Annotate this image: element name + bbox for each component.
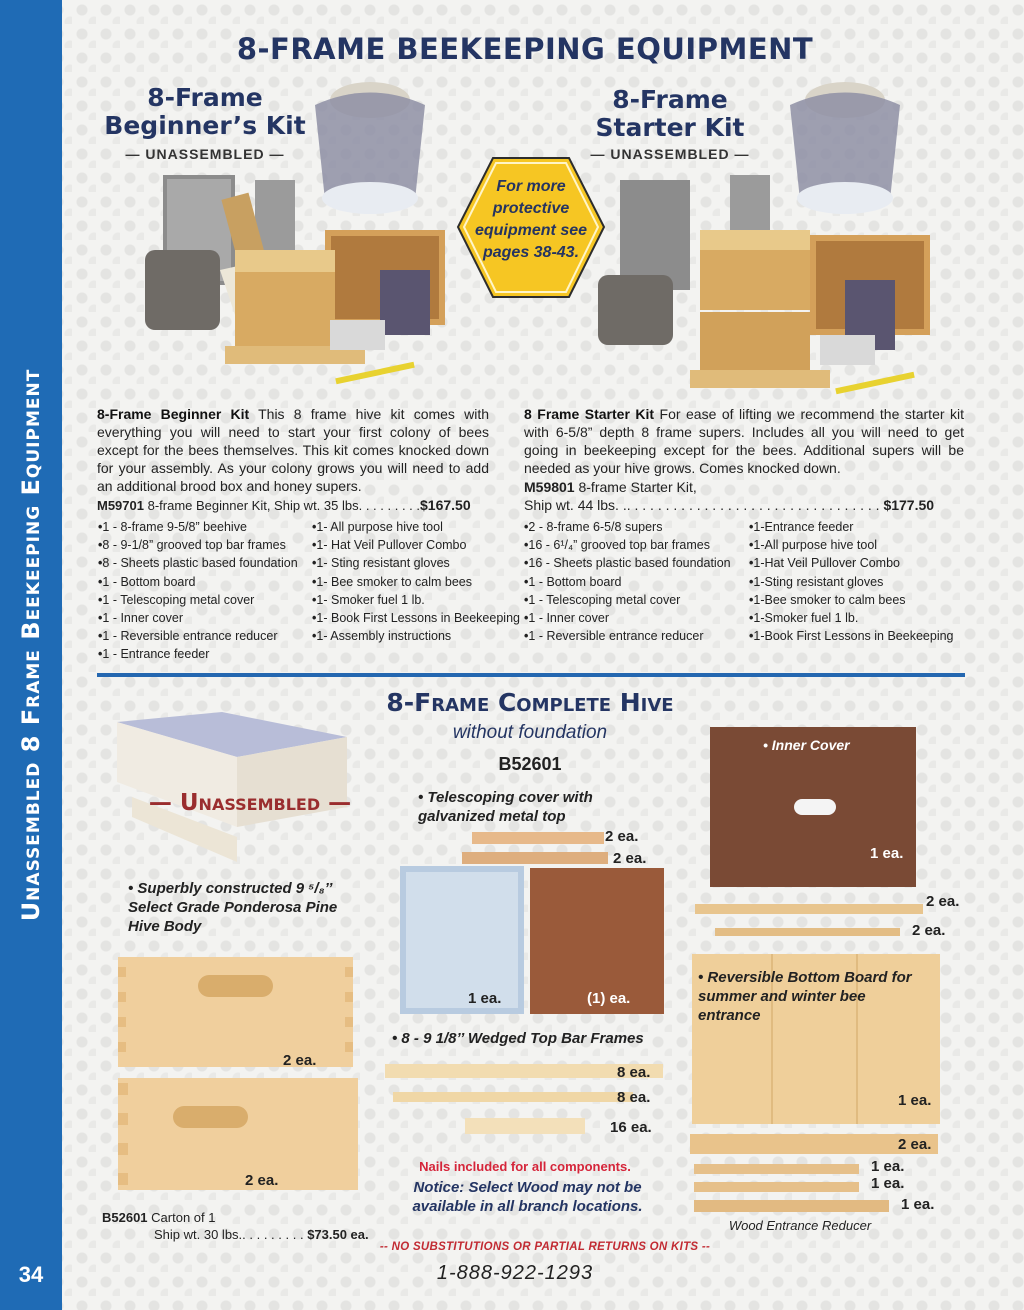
list-item: • 1 - Entrance feeder bbox=[98, 645, 298, 663]
page-title: 8-FRAME BEEKEEPING EQUIPMENT bbox=[236, 32, 814, 66]
starter-kit-title-line1: 8-Frame bbox=[612, 85, 728, 114]
starter-kit-sku-line bbox=[524, 479, 697, 495]
starter-kit-items-col1 bbox=[524, 518, 731, 645]
bottom-board-callout: • Reversible Bottom Board for summer and winter bee entrance bbox=[698, 969, 912, 1024]
list-item: • 2 - 8-frame 6-5/8 supers bbox=[524, 518, 731, 536]
complete-hive-title: 8-Frame Complete Hive bbox=[386, 688, 674, 717]
beginner-kit-subtitle: — UNASSEMBLED — bbox=[125, 146, 285, 162]
list-item: • 1- Assembly instructions bbox=[312, 627, 520, 645]
complete-hive-sku: B52601 bbox=[498, 754, 562, 774]
beginner-kit-description bbox=[97, 405, 489, 495]
qty-frame-1: 8 ea. bbox=[617, 1064, 651, 1081]
beginner-kit-price: $167.50 bbox=[420, 497, 471, 513]
list-item: • 1- Book First Lessons in Beekeeping bbox=[312, 609, 520, 627]
starter-kit-price: $177.50 bbox=[883, 497, 935, 513]
hive-body-side-photo bbox=[118, 957, 358, 1071]
list-item: • 1 - Reversible entrance reducer bbox=[98, 627, 298, 645]
starter-kit-ship-line bbox=[524, 497, 934, 513]
beginner-kit-title-line2: Beginner’s Kit bbox=[104, 111, 306, 140]
inner-cover-label: • Inner Cover bbox=[763, 737, 850, 753]
qty-cover-rail-2: 2 ea. bbox=[613, 850, 647, 867]
carton-price: $73.50 ea. bbox=[307, 1227, 369, 1242]
wood-notice: Notice: Select Wood may not be available in all branch locations. bbox=[412, 1179, 643, 1215]
inner-cover-rails-photo bbox=[695, 898, 925, 942]
starter-kit-title-line2: Starter Kit bbox=[595, 113, 745, 142]
list-item: • 1-Entrance feeder bbox=[749, 518, 954, 536]
list-item: • 1-Smoker fuel 1 lb. bbox=[749, 609, 954, 627]
carton-text: Carton of 1 bbox=[151, 1210, 216, 1225]
list-item: • 1-Hat Veil Pullover Combo bbox=[749, 554, 954, 572]
list-item: • 16 - 6¹/₄” grooved top bar frames bbox=[524, 536, 731, 554]
list-item: • 1- All purpose hive tool bbox=[312, 518, 520, 536]
starter-kit-sku-text: 8-frame Starter Kit, bbox=[578, 479, 697, 495]
qty-bottom-board: 1 ea. bbox=[898, 1092, 932, 1109]
list-item: • 1 - Inner cover bbox=[524, 609, 731, 627]
hive-body-end-photo bbox=[118, 1078, 358, 1194]
beginner-kit-title-line1: 8-Frame bbox=[147, 83, 263, 112]
starter-kit-desc-text: For ease of lifting we recommend the starter kit with 6-5/8” depth 8 frame supers. Includes all you will need to get going in beekeeping except for the bees. Additional supers will be needed as your hive grows. Comes knocked down. bbox=[524, 406, 964, 476]
beginner-kit-desc-text: This 8 frame hive kit comes with everything you will need to start your first colony of bees except for the bees themselves. This kit comes knocked down for your assembly. As your colony grows you will need to add an additional brood box and honey supers. bbox=[97, 406, 490, 494]
list-item: • 1 - Telescoping metal cover bbox=[524, 591, 731, 609]
sidebar bbox=[0, 0, 62, 1310]
carton-sku: B52601 bbox=[102, 1210, 148, 1225]
list-item: • 1 - Bottom board bbox=[98, 573, 298, 591]
telescoping-cover-callout: • Telescoping cover with galvanized metal top bbox=[418, 789, 593, 825]
beginner-kit-sku-text: 8-frame Beginner Kit, Ship wt. 35 lbs. . . . . . . . . bbox=[147, 498, 420, 513]
list-item: • 1- Sting resistant gloves bbox=[312, 554, 520, 572]
badge-text: For more protective equipment see pages 38-43. bbox=[474, 178, 588, 261]
qty-frame-3: 16 ea. bbox=[610, 1119, 652, 1136]
list-item: • 16 - Sheets plastic based foundation bbox=[524, 554, 731, 572]
nails-note: Nails included for all components. bbox=[419, 1159, 631, 1174]
page-number: 34 bbox=[18, 1262, 44, 1287]
list-item: • 1 - 8-frame 9-5/8” beehive bbox=[98, 518, 298, 536]
qty-body-1: 2 ea. bbox=[283, 1052, 317, 1069]
beginner-kit-items-col2 bbox=[312, 518, 520, 645]
beginner-kit-sku: M59701 bbox=[97, 498, 144, 513]
unassembled-banner: — Unassembled — bbox=[148, 790, 352, 816]
hive-body-callout: • Superbly constructed 9 ⁵/₈’’ Select Grade Ponderosa Pine Hive Body bbox=[128, 880, 338, 935]
qty-board-rail: 2 ea. bbox=[898, 1136, 932, 1153]
list-item: • 1 - Reversible entrance reducer bbox=[524, 627, 731, 645]
beginner-kit-desc-title: 8-Frame Beginner Kit bbox=[97, 406, 250, 422]
qty-frame-2: 8 ea. bbox=[617, 1089, 651, 1106]
qty-inner-cover: 1 ea. bbox=[870, 845, 904, 862]
qty-cover-rail-1: 2 ea. bbox=[605, 828, 639, 845]
qty-reducer-3: 1 ea. bbox=[901, 1196, 935, 1213]
qty-metal-top: 1 ea. bbox=[468, 990, 502, 1007]
starter-kit-subtitle: — UNASSEMBLED — bbox=[590, 146, 750, 162]
qty-reducer-1: 1 ea. bbox=[871, 1158, 905, 1175]
beginner-kit-items-col1 bbox=[98, 518, 298, 664]
phone-number: 1-888-922-1293 bbox=[436, 1262, 594, 1284]
carton-ship: Ship wt. 30 lbs.. . . . . . . . . bbox=[154, 1227, 304, 1242]
sidebar-title: Unassembled 8 Frame Beekeeping Equipment bbox=[17, 368, 45, 922]
starter-kit-description bbox=[524, 405, 964, 477]
starter-kit-sku: M59801 bbox=[524, 479, 575, 495]
frames-callout: • 8 - 9 1/8’’ Wedged Top Bar Frames bbox=[392, 1030, 644, 1047]
list-item: • 1 - Inner cover bbox=[98, 609, 298, 627]
reducer-caption: Wood Entrance Reducer bbox=[728, 1218, 872, 1233]
list-item: • 1- Hat Veil Pullover Combo bbox=[312, 536, 520, 554]
beginner-kit-sku-line bbox=[97, 497, 471, 513]
list-item: • 1- Bee smoker to calm bees bbox=[312, 573, 520, 591]
section-divider bbox=[97, 673, 965, 677]
starter-kit-photo bbox=[590, 80, 950, 395]
list-item: • 8 - Sheets plastic based foundation bbox=[98, 554, 298, 572]
list-item: • 1- Smoker fuel 1 lb. bbox=[312, 591, 520, 609]
qty-reducer-2: 1 ea. bbox=[871, 1175, 905, 1192]
cover-rails-photo bbox=[460, 830, 610, 870]
beginner-kit-photo bbox=[145, 80, 455, 390]
starter-kit-ship-text: Ship wt. 44 lbs. .. . . . . . . . . . . . . . . . . . . . . . . . . . . . . . . . . bbox=[524, 497, 880, 513]
qty-wood-top: (1) ea. bbox=[587, 990, 631, 1007]
list-item: • 1 - Telescoping metal cover bbox=[98, 591, 298, 609]
starter-kit-items-col2 bbox=[749, 518, 954, 645]
list-item: • 1 - Bottom board bbox=[524, 573, 731, 591]
carton-info bbox=[102, 1209, 369, 1243]
qty-inner-rail-1: 2 ea. bbox=[926, 893, 960, 910]
qty-body-2: 2 ea. bbox=[245, 1172, 279, 1189]
footer-note: -- NO SUBSTITUTIONS OR PARTIAL RETURNS ON KITS -- bbox=[379, 1241, 711, 1253]
qty-inner-rail-2: 2 ea. bbox=[912, 922, 946, 939]
list-item: • 8 - 9-1/8” grooved top bar frames bbox=[98, 536, 298, 554]
list-item: • 1-Bee smoker to calm bees bbox=[749, 591, 954, 609]
list-item: • 1-Sting resistant gloves bbox=[749, 573, 954, 591]
list-item: • 1-All purpose hive tool bbox=[749, 536, 954, 554]
starter-kit-desc-title: 8 Frame Starter Kit bbox=[524, 406, 655, 422]
list-item: • 1-Book First Lessons in Beekeeping bbox=[749, 627, 954, 645]
complete-hive-subtitle: without foundation bbox=[452, 722, 608, 743]
